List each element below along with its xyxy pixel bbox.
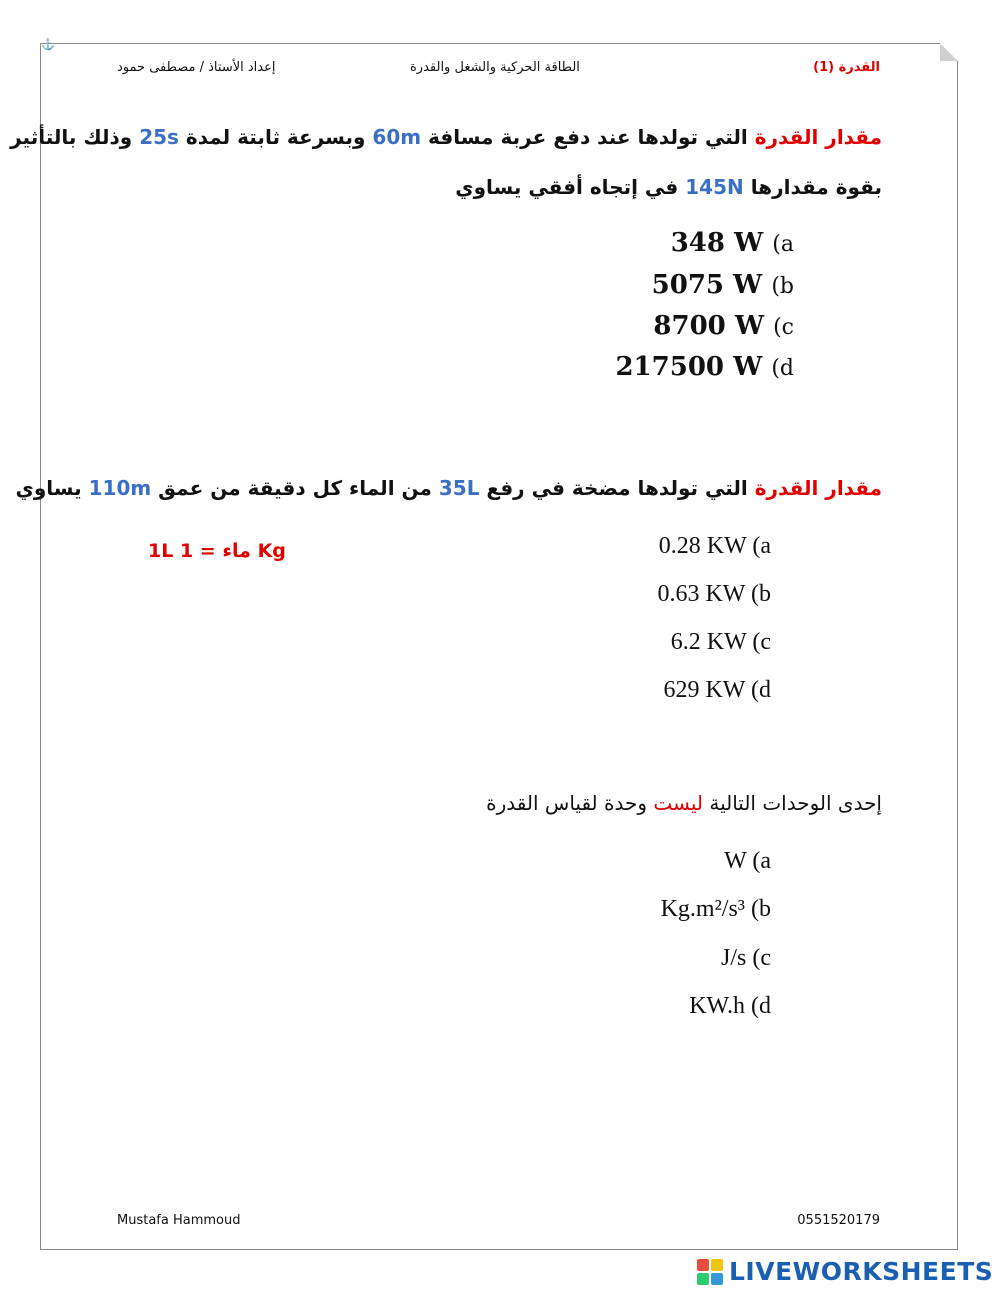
q2-text: يساوي xyxy=(15,476,89,500)
q2-option-c[interactable] xyxy=(671,629,771,656)
option-value: 348 W xyxy=(670,228,764,258)
q1-option-d[interactable] xyxy=(615,352,794,382)
q2-option-a[interactable] xyxy=(659,533,771,560)
option-value: 629 KW xyxy=(663,677,745,703)
q1-time: 25s xyxy=(139,125,179,149)
option-value: W xyxy=(724,848,747,874)
header-subject: الطاقة الحركية والشغل والقدرة xyxy=(410,60,580,75)
logo-icon xyxy=(697,1259,723,1285)
anchor-icon: ⚓ xyxy=(41,38,55,51)
q1-distance: 60m xyxy=(372,125,422,149)
option-label: (a xyxy=(752,848,771,874)
question-1-line-1 xyxy=(10,116,882,158)
q1-option-b[interactable] xyxy=(652,270,794,300)
option-label: (b xyxy=(771,274,794,299)
q2-text: التي تولدها مضخة في رفع xyxy=(479,476,755,500)
logo-square xyxy=(711,1273,723,1285)
option-label: (b xyxy=(751,896,771,922)
option-label: (d xyxy=(751,677,771,703)
footer-phone: 0551520179 xyxy=(797,1213,880,1228)
option-label: (b xyxy=(751,581,771,607)
q1-text: وذلك بالتأثير xyxy=(10,125,140,149)
q1-option-a[interactable] xyxy=(671,228,794,258)
page-corner-fold xyxy=(940,43,958,61)
liveworksheets-logo[interactable] xyxy=(697,1257,993,1286)
worksheet-page xyxy=(40,43,958,1250)
option-value: 6.2 KW xyxy=(670,629,747,655)
logo-text: LIVEWORKSHEETS xyxy=(729,1257,994,1286)
q3-option-d[interactable] xyxy=(689,993,771,1020)
q3-option-c[interactable] xyxy=(721,945,771,972)
option-value: Kg.m²/s³ xyxy=(660,896,745,922)
option-label: (c xyxy=(752,945,771,971)
option-value: KW.h xyxy=(689,993,745,1019)
option-value: J/s xyxy=(720,945,747,971)
option-label: (c xyxy=(773,315,794,340)
option-value: 0.28 KW xyxy=(658,533,747,559)
option-value: 8700 W xyxy=(653,311,765,341)
option-label: (c xyxy=(752,629,771,655)
option-label: (d xyxy=(751,993,771,1019)
logo-square xyxy=(697,1259,709,1271)
q2-option-b[interactable] xyxy=(657,581,771,608)
footer-author-name: Mustafa Hammoud xyxy=(117,1213,241,1228)
option-label: (a xyxy=(752,533,771,559)
q1-keyword: مقدار القدرة xyxy=(754,125,882,149)
q2-text: من الماء كل دقيقة من عمق xyxy=(151,476,439,500)
option-value: 0.63 KW xyxy=(657,581,745,607)
q1-force: 145N xyxy=(685,175,744,199)
q1-text: التي تولدها عند دفع عربة مسافة xyxy=(421,125,755,149)
header-title: القدرة (1) xyxy=(813,60,880,75)
q3-text: إحدى الوحدات التالية xyxy=(702,791,882,815)
option-label: (d xyxy=(771,356,794,381)
q1-option-c[interactable] xyxy=(653,311,794,341)
question-2 xyxy=(16,467,882,509)
option-value: 5075 W xyxy=(651,270,763,300)
question-1-line-2 xyxy=(455,166,882,208)
q2-hint-note: 1L ماء = 1 Kg xyxy=(148,540,286,562)
q1-text: وبسرعة ثابتة لمدة xyxy=(178,125,373,149)
option-value: 217500 W xyxy=(615,352,763,382)
option-label: (a xyxy=(772,232,794,257)
q3-keyword: ليست xyxy=(653,791,703,815)
question-3 xyxy=(486,782,882,824)
q2-option-d[interactable] xyxy=(663,677,771,704)
q3-option-b[interactable] xyxy=(661,896,771,923)
q2-depth: 110m xyxy=(88,476,152,500)
q2-keyword: مقدار القدرة xyxy=(754,476,882,500)
logo-square xyxy=(711,1259,723,1271)
q3-option-a[interactable] xyxy=(724,848,771,875)
q1-text: بقوة مقدارها xyxy=(743,175,882,199)
header-author: إعداد الأستاذ / مصطفى حمود xyxy=(117,60,276,75)
logo-square xyxy=(697,1273,709,1285)
q3-text: وحدة لقياس القدرة xyxy=(486,791,654,815)
q1-text: في إتجاه أفقي يساوي xyxy=(455,175,686,199)
q2-volume: 35L xyxy=(438,476,480,500)
